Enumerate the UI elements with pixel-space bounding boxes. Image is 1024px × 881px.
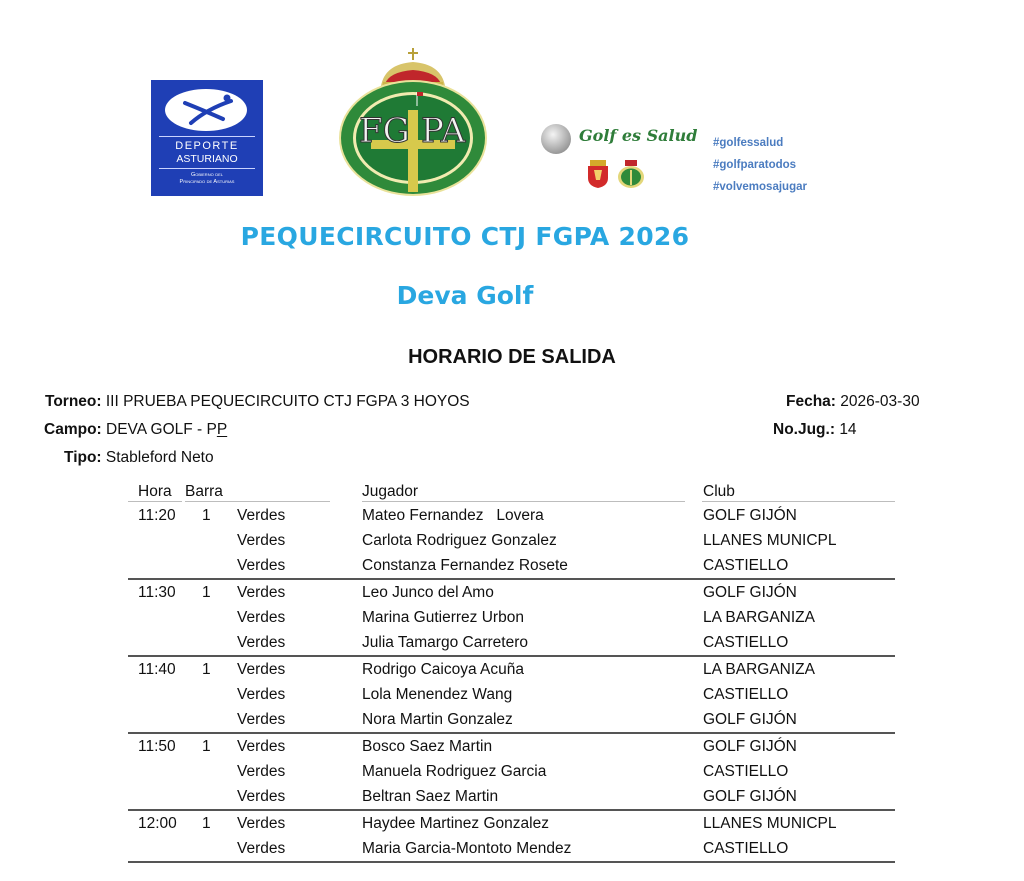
club-cell: CASTIELLO xyxy=(703,634,789,651)
tee-time-group xyxy=(128,811,895,863)
tee-cell: Verdes xyxy=(237,634,286,651)
logo-line-gobierno-text: Gobierno del xyxy=(190,172,224,178)
club-cell: CASTIELLO xyxy=(703,557,789,574)
header-barra: Barra xyxy=(185,483,223,500)
table-row xyxy=(128,759,895,784)
svg-text:FG: FG xyxy=(359,111,410,151)
tee-time-group xyxy=(128,503,895,580)
green-crest-icon xyxy=(617,160,645,188)
table-header xyxy=(128,482,895,503)
table-row xyxy=(128,657,895,682)
player-name-cell: Manuela Rodriguez Garcia xyxy=(362,763,547,780)
club-cell: LA BARGANIZA xyxy=(703,661,815,678)
fecha-field xyxy=(786,393,920,411)
fecha-value: 2026-03-30 xyxy=(840,393,920,410)
tee-cell: Verdes xyxy=(237,815,286,832)
golf-es-salud-text: Golf es Salud xyxy=(579,126,698,145)
player-name-cell: Maria Garcia-Montoto Mendez xyxy=(362,840,572,857)
club-cell: GOLF GIJÓN xyxy=(703,788,797,805)
club-cell: CASTIELLO xyxy=(703,763,789,780)
table-row xyxy=(128,836,895,861)
tee-cell: Verdes xyxy=(237,557,286,574)
club-cell: GOLF GIJÓN xyxy=(703,584,797,601)
club-cell: GOLF GIJÓN xyxy=(703,711,797,728)
logo-line-asturiano: ASTURIANO xyxy=(176,153,238,165)
golf-ball-icon xyxy=(541,124,571,154)
club-cell: GOLF GIJÓN xyxy=(703,507,797,524)
club-cell: LLANES MUNICPL xyxy=(703,532,837,549)
table-row xyxy=(128,784,895,809)
hashtag: #volvemosajugar xyxy=(713,181,807,193)
header-underline xyxy=(702,501,895,502)
divider xyxy=(159,168,255,169)
hora-cell: 12:00 xyxy=(138,815,177,832)
header-hora: Hora xyxy=(138,483,172,500)
club-cell: GOLF GIJÓN xyxy=(703,738,797,755)
tee-cell: Verdes xyxy=(237,532,286,549)
tee-cell: Verdes xyxy=(237,738,286,755)
fgpa-emblem-logo xyxy=(337,46,489,198)
table-row xyxy=(128,811,895,836)
tee-time-group xyxy=(128,580,895,657)
player-name-cell: Carlota Rodriguez Gonzalez xyxy=(362,532,557,549)
venue-title: Deva Golf xyxy=(396,281,534,310)
num-players-value: 14 xyxy=(839,421,857,438)
club-cell: CASTIELLO xyxy=(703,840,789,857)
club-cell: CASTIELLO xyxy=(703,686,789,703)
tipo-field xyxy=(64,449,214,467)
athlete-oval-icon xyxy=(165,89,247,131)
tee-time-group xyxy=(128,657,895,734)
table-body xyxy=(128,503,895,863)
table-row xyxy=(128,580,895,605)
golf-es-salud-logo xyxy=(537,120,837,195)
logo-line-principado-text: Principado de Asturias xyxy=(179,179,235,185)
fecha-label: Fecha: xyxy=(786,393,836,410)
num-players-label: No.Jug.: xyxy=(773,421,835,438)
tipo-value: Stableford Neto xyxy=(105,449,214,466)
campo-label: Campo: xyxy=(44,421,102,438)
tee-cell: Verdes xyxy=(237,661,286,678)
tee-cell: Verdes xyxy=(237,584,286,601)
table-row xyxy=(128,734,895,759)
barra-cell: 1 xyxy=(202,738,211,755)
tee-cell: Verdes xyxy=(237,763,286,780)
header-jugador: Jugador xyxy=(362,483,419,500)
player-name-cell: Beltran Saez Martin xyxy=(362,788,499,805)
tee-times-table xyxy=(128,482,895,863)
header-underline xyxy=(185,501,330,502)
header-club: Club xyxy=(703,483,735,500)
player-name-cell: Bosco Saez Martin xyxy=(362,738,493,755)
torneo-field xyxy=(45,393,470,411)
document-title: HORARIO DE SALIDA xyxy=(408,346,616,368)
campo-field xyxy=(44,421,227,439)
tee-cell: Verdes xyxy=(237,788,286,805)
player-name-cell: Marina Gutierrez Urbon xyxy=(362,609,524,626)
table-row xyxy=(128,553,895,578)
hora-cell: 11:20 xyxy=(138,507,176,524)
player-name-cell: Leo Junco del Amo xyxy=(362,584,494,601)
table-row xyxy=(128,707,895,732)
player-name-cell: Haydee Martinez Gonzalez xyxy=(362,815,549,832)
tipo-label: Tipo: xyxy=(64,449,102,466)
table-row xyxy=(128,630,895,655)
player-name-cell: Constanza Fernandez Rosete xyxy=(362,557,568,574)
player-name-cell: Mateo Fernandez Lovera xyxy=(362,507,544,524)
divider xyxy=(159,136,255,137)
barra-cell: 1 xyxy=(202,584,211,601)
tee-cell: Verdes xyxy=(237,711,286,728)
svg-text:PA: PA xyxy=(421,111,466,151)
table-row xyxy=(128,682,895,707)
event-title: PEQUECIRCUITO CTJ FGPA 2026 xyxy=(240,222,690,251)
campo-value: DEVA GOLF - P xyxy=(106,421,217,438)
logo-line-deporte: DEPORTE xyxy=(175,140,239,152)
club-cell: LA BARGANIZA xyxy=(703,609,815,626)
table-row xyxy=(128,528,895,553)
header-underline xyxy=(362,501,685,502)
player-name-cell: Julia Tamargo Carretero xyxy=(362,634,528,651)
player-name-cell: Lola Menendez Wang xyxy=(362,686,513,703)
campo-value-underlined: P xyxy=(216,421,228,438)
table-row xyxy=(128,605,895,630)
tee-cell: Verdes xyxy=(237,609,286,626)
hashtag: #golfparatodos xyxy=(713,159,797,171)
barra-cell: 1 xyxy=(202,507,211,524)
tee-cell: Verdes xyxy=(237,840,286,857)
hora-cell: 11:30 xyxy=(138,584,176,601)
club-cell: LLANES MUNICPL xyxy=(703,815,837,832)
tee-time-group xyxy=(128,734,895,811)
hashtag-list xyxy=(713,132,807,198)
player-name-cell: Rodrigo Caicoya Acuña xyxy=(362,661,524,678)
hora-cell: 11:50 xyxy=(138,738,176,755)
num-players-field xyxy=(773,421,857,439)
table-row xyxy=(128,503,895,528)
tee-cell: Verdes xyxy=(237,507,286,524)
player-name-cell: Nora Martin Gonzalez xyxy=(362,711,513,728)
hora-cell: 11:40 xyxy=(138,661,176,678)
torneo-value: III PRUEBA PEQUECIRCUITO CTJ FGPA 3 HOYOS xyxy=(105,393,470,410)
deporte-asturiano-logo xyxy=(151,80,263,196)
header-underline xyxy=(128,501,182,502)
barra-cell: 1 xyxy=(202,815,211,832)
torneo-label: Torneo: xyxy=(45,393,102,410)
red-crest-icon xyxy=(586,160,610,188)
barra-cell: 1 xyxy=(202,661,211,678)
tee-cell: Verdes xyxy=(237,686,286,703)
logo-line-gobierno xyxy=(151,172,263,186)
hashtag: #golfessalud xyxy=(713,137,784,149)
